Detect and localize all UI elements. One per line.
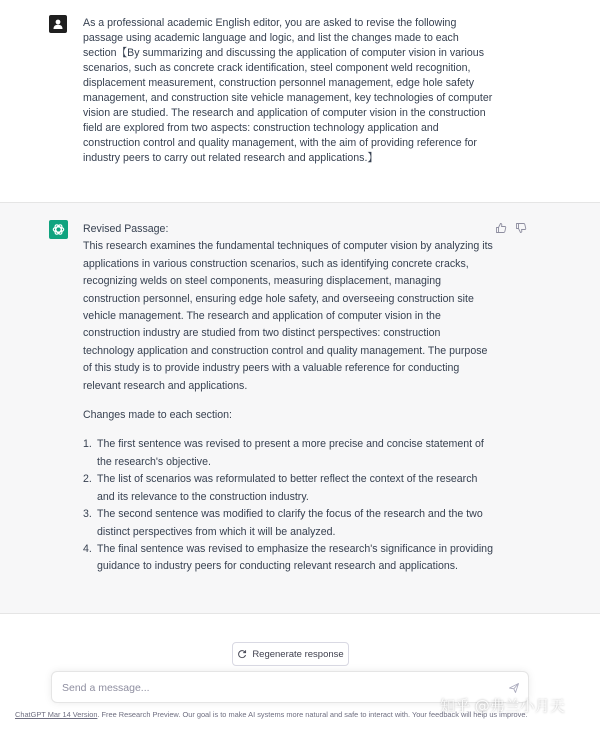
chatgpt-avatar: [49, 220, 68, 239]
changes-heading: Changes made to each section:: [83, 409, 232, 422]
changes-list: [83, 436, 493, 575]
user-avatar: [49, 15, 67, 33]
user-message: [0, 0, 600, 203]
watermark: 知乎 @弗兰小月天: [440, 697, 565, 715]
refresh-icon: [237, 649, 247, 659]
user-message-text: As a professional academic English editor, you are asked to revise the following passage using academic language and logic, and list the changes made to each section【By summarizing and discussing the application of computer vision in various scenarios, such as concrete crack identification, steel component weld recognition, displacement measurement, construction personnel management, edge hole safety management, and construction site vehicle management, key technologies of computer vision are studied. The research and application of computer vision in the construction field are explored from two aspects: construction technology application and construction control and quality management, with the aim of providing reference for industry peers to carry out related research and applications.】: [83, 17, 493, 164]
user-icon: [52, 18, 64, 30]
thumbs-up-icon[interactable]: [495, 221, 507, 233]
revised-passage-heading: Revised Passage:: [83, 223, 169, 235]
list-item: 1. The first sentence was revised to present a more precise and concise statement of the research's objective.: [83, 438, 484, 468]
footer-text: . Free Research Preview. Our goal is to make AI systems more natural and safe to interact with. Your feedback will help us improve.: [97, 710, 528, 719]
feedback-buttons: [495, 221, 527, 233]
list-item: 4. The final sentence was revised to emphasize the research's significance in providing guidance to industry peers for conducting relevant research and applications.: [83, 542, 493, 573]
thumbs-down-icon[interactable]: [515, 221, 527, 233]
assistant-message: [0, 203, 600, 614]
list-item: 3. The second sentence was modified to clarify the focus of the research and the two distinct perspectives from which it will be analyzed.: [83, 508, 483, 538]
regenerate-response-button[interactable]: [232, 642, 349, 666]
regenerate-label: Regenerate response: [252, 648, 344, 660]
version-link[interactable]: ChatGPT Mar 14 Version: [15, 710, 98, 719]
list-item: 2. The list of scenarios was reformulated to better reflect the context of the research and its relevance to the construction industry.: [83, 473, 478, 503]
revised-passage-text: This research examines the fundamental techniques of computer vision by analyzing its applications in various construction scenarios, such as identifying concrete cracks, recognizing welds on steel components, measuring displacement, managing construction personnel, ensuring edge hole safety, and overseeing construction site vehicle management. The research and application of computer vision in the construction industry are studied from two distinct perspectives: construction technology application and construction control and quality management. The purpose of this study is to provide industry peers with a valuable reference for conducting relevant research and applications.: [83, 240, 493, 392]
message-input[interactable]: [62, 679, 482, 697]
assistant-message-body: [83, 221, 493, 576]
openai-logo-icon: [51, 222, 66, 237]
send-icon[interactable]: [508, 682, 520, 694]
